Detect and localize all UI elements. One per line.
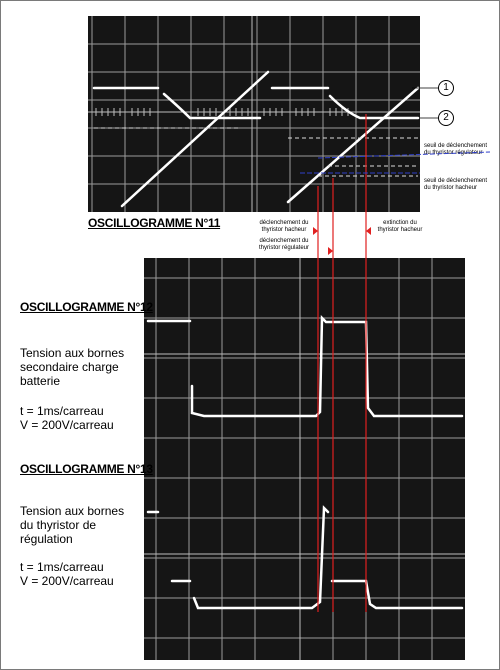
oscillogram-12-voltage-scale: V = 200V/carreau	[20, 418, 114, 432]
oscillogram-13-description: Tension aux bornes du thyristor de régulation	[20, 504, 125, 546]
annotation-seuil-hacheur: seuil de déclenchement du thyristor hacheur	[424, 178, 488, 191]
annotation-extinction-hacheur: extinction du thyristor hacheur	[377, 220, 423, 233]
red-marker-lines	[318, 114, 366, 612]
oscillogram-13-voltage-scale: V = 200V/carreau	[20, 574, 114, 588]
oscillogram-11-title: OSCILLOGRAMME N°11	[88, 216, 221, 230]
oscillogram-12-time-scale: t = 1ms/carreau	[20, 404, 104, 418]
oscillogram-12-description: Tension aux bornes secondaire charge batterie	[20, 346, 125, 388]
annotation-declenchement-hacheur: déclenchement du thyristor hacheur	[259, 220, 309, 233]
annotation-seuil-regulateur: seuil de déclenchement du thyristor régulateur	[424, 143, 488, 156]
oscillogram-12-title: OSCILLOGRAMME N°12	[20, 300, 153, 314]
marker-leader-lines	[412, 88, 438, 118]
curve-marker-1: 1	[438, 80, 454, 96]
red-arrowheads	[313, 227, 371, 255]
annotation-declenchement-regulateur: déclenchement du thyristor régulateur	[258, 238, 310, 251]
oscillogram-13-title: OSCILLOGRAMME N°13	[20, 462, 153, 476]
blue-threshold-lines	[300, 152, 490, 173]
curve-marker-2: 2	[438, 110, 454, 126]
oscillogram-13-time-scale: t = 1ms/carreau	[20, 560, 104, 574]
